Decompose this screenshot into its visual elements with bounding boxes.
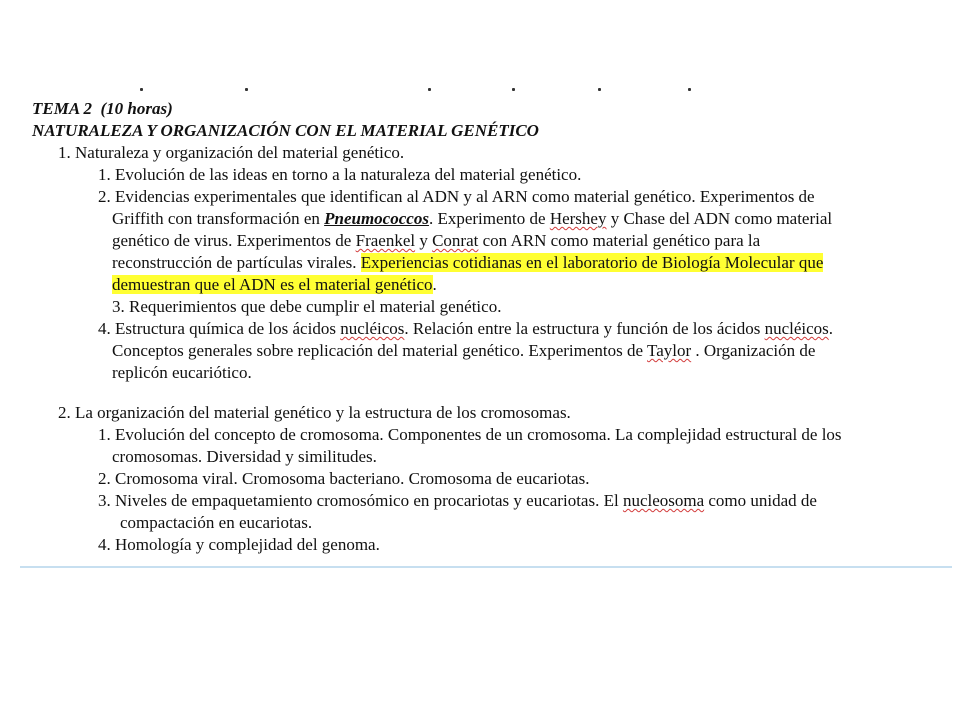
section2-item4: 4. Homología y complejidad del genoma. <box>98 535 380 554</box>
syllabus-content <box>32 98 947 556</box>
section2-item1-line2: cromosomas. Diversidad y similitudes. <box>112 447 377 466</box>
section1-heading: 1. Naturaleza y organización del material genético. <box>58 143 405 162</box>
section1-item2-line3: genético de virus. Experimentos de Fraenkel y Conrat con ARN como material genético para la <box>112 231 761 250</box>
section1-item1: 1. Evolución de las ideas en torno a la naturaleza del material genético. <box>98 165 582 184</box>
section1-item3: 3. Requerimientos que debe cumplir el material genético. <box>112 297 502 316</box>
highlighted-text: demuestran que el ADN es el material genético <box>112 275 433 294</box>
section1-item4-line1: 4. Estructura química de los ácidos nucléicos. Relación entre la estructura y función de los ácidos nucléicos. <box>98 319 834 338</box>
section1-item2-line4: reconstrucción de partículas virales. Experiencias cotidianas en el laboratorio de Biología Molecular que <box>112 253 824 272</box>
section2-item3-line1: 3. Niveles de empaquetamiento cromosómico en procariotas y eucariotas. El nucleosoma como unidad de <box>98 491 817 510</box>
term-nucleicos: nucléicos <box>340 319 405 338</box>
section1-item4-line3: replicón eucariótico. <box>112 363 252 382</box>
section2-item2: 2. Cromosoma viral. Cromosoma bacteriano. Cromosoma de eucariotas. <box>98 469 590 488</box>
term-fraenkel: Fraenkel <box>355 231 416 250</box>
section2-item1-line1: 1. Evolución del concepto de cromosoma. Componentes de un cromosoma. La complejidad estructural de los <box>98 425 842 444</box>
term-hershey: Hershey <box>549 209 607 228</box>
topic-title: TEMA 2 (10 horas) <box>32 99 173 118</box>
section1-item4-line2: Conceptos generales sobre replicación del material genético. Experimentos de Taylor . Organización de <box>112 341 816 360</box>
topic-subtitle: NATURALEZA Y ORGANIZACIÓN CON EL MATERIAL GENÉTICO <box>32 121 539 140</box>
term-pneumococcos: Pneumococcos <box>324 209 429 228</box>
highlighted-text: Experiencias cotidianas en el laboratorio de Biología Molecular que <box>360 253 824 272</box>
section1-item2-line1: 2. Evidencias experimentales que identifican al ADN y al ARN como material genético. Experimentos de <box>98 187 815 206</box>
term-nucleosoma: nucleosoma <box>622 491 705 510</box>
bottom-divider <box>20 566 952 568</box>
term-nucleicos: nucléicos <box>764 319 829 338</box>
scan-artifact-dots <box>20 86 720 94</box>
section2-heading: 2. La organización del material genético y la estructura de los cromosomas. <box>58 403 571 422</box>
spacer <box>32 384 947 402</box>
section1-item2-line5: demuestran que el ADN es el material genético. <box>112 275 437 294</box>
section1-item2-line2: Griffith con transformación en Pneumococcos. Experimento de Hershey y Chase del ADN como material <box>112 209 833 228</box>
term-conrat: Conrat <box>432 231 479 250</box>
section2-item3-line2: compactación en eucariotas. <box>120 513 313 532</box>
term-taylor: Taylor <box>647 341 692 360</box>
